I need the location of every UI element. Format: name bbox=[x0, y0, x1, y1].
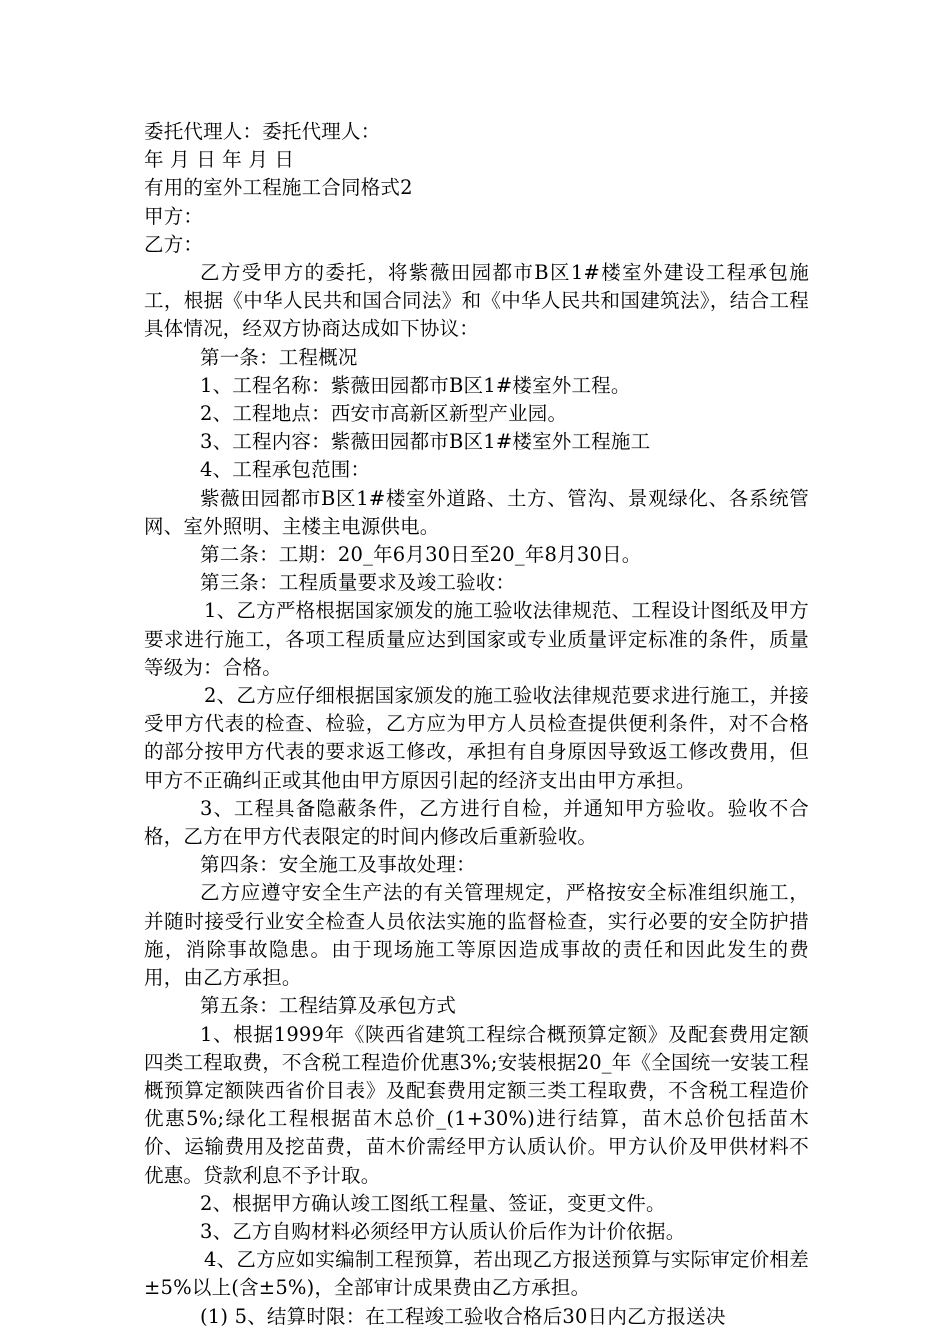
article-1-heading: 第一条：工程概况 bbox=[200, 345, 358, 369]
settlement-clause-2: 2、根据甲方确认竣工图纸工程量、签证，变更文件。 bbox=[200, 1191, 666, 1215]
safety-clause: 乙方应遵守安全生产法的有关管理规定，严格按安全标准组织施工，并随时接受行业安全检查人员依法实施的监督检查，实行必要的安全防护措施，消除事故隐患。由于现场施工等原因造成事故的责任和因此发生的费用，由乙方承担。 bbox=[144, 881, 809, 990]
article-2-duration: 第二条：工期：20_年6月30日至20_年8月30日。 bbox=[200, 543, 642, 567]
article-3-heading: 第三条：工程质量要求及竣工验收： bbox=[200, 571, 516, 595]
quality-clause-2: 2、乙方应仔细根据国家颁发的施工验收法律规范要求进行施工，并接受甲方代表的检查、检验，乙方应为甲方人员检查提供便利条件，对不合格的部分按甲方代表的要求返工修改，承担有自身原因导致返工修改费用，但甲方不正确纠正或其他由甲方原因引起的经济支出由甲方承担。 bbox=[144, 684, 809, 792]
article-4-heading: 第四条：安全施工及事故处理： bbox=[200, 853, 476, 877]
project-content-item: 3、工程内容：紫薇田园都市B区1#楼室外工程施工 bbox=[200, 430, 651, 454]
project-scope-detail: 紫薇田园都市B区1#楼室外道路、土方、管沟、景观绿化、各系统管网、室外照明、主楼主电源供电。 bbox=[144, 486, 809, 538]
contract-text bbox=[144, 118, 809, 1331]
settlement-clause-5: (1) 5、结算时限：在工程竣工验收合格后30日内乙方报送决 bbox=[200, 1304, 726, 1328]
intro-paragraph: 乙方受甲方的委托，将紫薇田园都市B区1#楼室外建设工程承包施工，根据《中华人民共和国合同法》和《中华人民共和国建筑法》，结合工程具体情况，经双方协商达成如下协议： bbox=[144, 261, 809, 341]
quality-clause-1: 1、乙方严格根据国家颁发的施工验收法律规范、工程设计图纸及甲方要求进行施工，各项工程质量应达到国家或专业质量评定标准的条件，质量等级为：合格。 bbox=[144, 599, 809, 679]
party-a-line: 甲方： bbox=[144, 204, 204, 228]
settlement-clause-3: 3、乙方自购材料必须经甲方认质认价后作为计价依据。 bbox=[200, 1219, 686, 1243]
quality-clause-3: 3、工程具备隐蔽条件，乙方进行自检，并通知甲方验收。验收不合格，乙方在甲方代表限定的时间内修改后重新验收。 bbox=[144, 796, 809, 849]
date-line: 年 月 日 年 月 日 bbox=[144, 148, 295, 172]
article-5-heading: 第五条：工程结算及承包方式 bbox=[200, 994, 457, 1018]
settlement-clause-1: 1、根据1999年《陕西省建筑工程综合概预算定额》及配套费用定额四类工程取费，不含税工程造价优惠3%;安装根据20_年《全国统一安装工程概预算定额陕西省价目表》及配套费用定额三类工程取费，不含税工程造价优惠5%;绿化工程根据苗木总价_(1+30%)进行结算，苗木总价包括苗木价、运输费用及挖苗费，苗木价需经甲方认质认价。甲方认价及甲供材料不优惠。贷款利息不予计取。 bbox=[144, 1022, 809, 1187]
project-scope-item: 4、工程承包范围： bbox=[200, 458, 371, 482]
document-title: 有用的室外工程施工合同格式2 bbox=[144, 176, 413, 200]
project-name-item: 1、工程名称：紫薇田园都市B区1#楼室外工程。 bbox=[200, 373, 631, 397]
agent-signature-line: 委托代理人：委托代理人： bbox=[144, 120, 381, 143]
project-location-item: 2、工程地点：西安市高新区新型产业园。 bbox=[200, 402, 568, 426]
party-b-line: 乙方： bbox=[144, 232, 204, 256]
settlement-clause-4: 4、乙方应如实编制工程预算，若出现乙方报送预算与实际审定价相差±5%以上(含±5%)，全部审计成果费由乙方承担。 bbox=[144, 1248, 809, 1300]
